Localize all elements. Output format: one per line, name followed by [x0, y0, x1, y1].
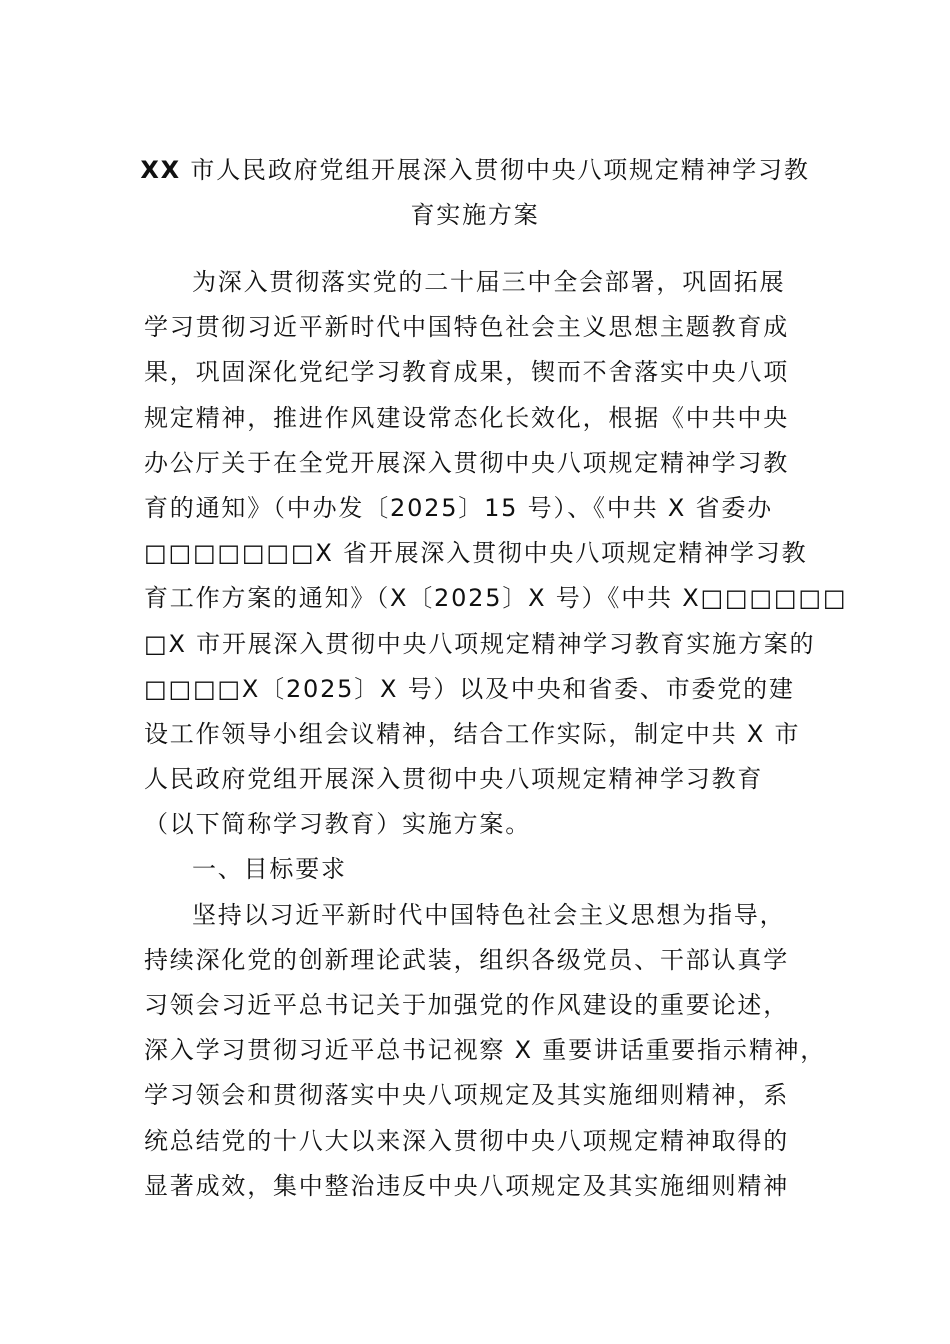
title-line-2: 育实施方案	[410, 201, 540, 230]
paragraph-line: 统总结党的十八大以来深入贯彻中央八项规定精神取得的	[144, 1126, 789, 1155]
paragraph-line: □□□□X〔2025〕X 号）以及中央和省委、市委党的建	[144, 674, 795, 703]
paragraph-line: 设工作领导小组会议精神，结合工作实际，制定中共 X 市	[144, 719, 801, 748]
paragraph-line: 人民政府党组开展深入贯彻中央八项规定精神学习教育	[144, 765, 764, 794]
document-body	[144, 260, 848, 1209]
paragraph-line: 深入学习贯彻习近平总书记视察 X 重要讲话重要指示精神，	[144, 1036, 827, 1065]
paragraph-line: 为深入贯彻落实党的二十届三中全会部署，巩固拓展	[192, 268, 786, 296]
paragraph-line: 规定精神，推进作风建设常态化长效化，根据《中共中央	[144, 403, 789, 432]
paragraph-line: 习领会习近平总书记关于加强党的作风建设的重要论述，	[144, 991, 789, 1019]
paragraph-line: 持续深化党的创新理论武装，组织各级党员、干部认真学	[144, 945, 789, 974]
title-line-1-text: 市人民政府党组开展深入贯彻中央八项规定精神学习教	[190, 156, 810, 184]
paragraph-line: 显著成效，集中整治违反中央八项规定及其实施细则精神	[144, 1171, 789, 1200]
paragraph-intro	[144, 260, 848, 847]
paragraph-line: 坚持以习近平新时代中国特色社会主义思想为指导，	[192, 900, 786, 929]
paragraph-line: （以下简称学习教育）实施方案。	[144, 810, 531, 839]
title-line-1	[140, 148, 810, 193]
title-prefix: XX	[140, 156, 181, 184]
document-title	[140, 148, 810, 238]
paragraph-line: □□□□□□□X 省开展深入贯彻中央八项规定精神学习教	[144, 539, 808, 568]
paragraph-goals	[144, 893, 844, 1209]
paragraph-line: □X 市开展深入贯彻中央八项规定精神学习教育实施方案的	[144, 629, 816, 658]
paragraph-line: 果，巩固深化党纪学习教育成果，锲而不舍落实中央八项	[144, 358, 789, 387]
paragraph-line: 育的通知》（中办发〔2025〕15 号）、《中共 X 省委办	[144, 493, 773, 522]
paragraph-line: 办公厅关于在全党开展深入贯彻中央八项规定精神学习教	[144, 448, 789, 477]
paragraph-line: 学习贯彻习近平新时代中国特色社会主义思想主题教育成	[144, 313, 789, 342]
paragraph-line: 学习领会和贯彻落实中央八项规定及其实施细则精神，系	[144, 1081, 789, 1110]
section-heading-goals: 一、目标要求	[192, 855, 347, 884]
paragraph-line: 育工作方案的通知》（X〔2025〕X 号）《中共 X□□□□□□	[144, 584, 848, 613]
